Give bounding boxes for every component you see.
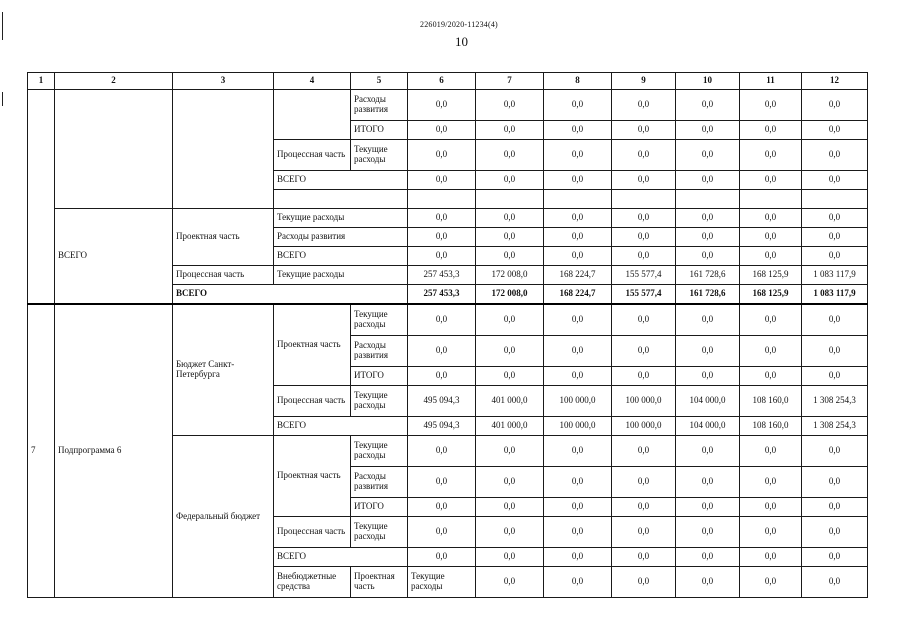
value-cell: 108 160,0 xyxy=(740,417,802,436)
cell: Расходы развития xyxy=(351,467,408,498)
value-cell: 0,0 xyxy=(612,228,676,247)
value-cell: 0,0 xyxy=(408,517,476,548)
value-cell: 401 000,0 xyxy=(476,417,544,436)
value-cell: 0,0 xyxy=(676,498,740,517)
value-cell: 0,0 xyxy=(408,140,476,171)
value-cell: 100 000,0 xyxy=(544,386,612,417)
column-header: 6 xyxy=(408,73,476,90)
value-cell: 0,0 xyxy=(408,209,476,228)
value-cell: 108 160,0 xyxy=(740,386,802,417)
total-value-cell: 168 224,7 xyxy=(544,285,612,305)
cell: Процессная часть xyxy=(173,266,274,285)
value-cell: 0,0 xyxy=(802,436,868,467)
value-cell xyxy=(740,190,802,209)
value-cell: 0,0 xyxy=(612,548,676,567)
funding-source-cell: Бюджет Санкт-Петербурга xyxy=(173,304,274,436)
cell: Процессная часть xyxy=(274,517,351,548)
value-cell: 0,0 xyxy=(740,467,802,498)
value-cell: 0,0 xyxy=(408,336,476,367)
value-cell: 0,0 xyxy=(740,517,802,548)
value-cell: 0,0 xyxy=(740,228,802,247)
value-cell: 0,0 xyxy=(544,171,612,190)
value-cell: 0,0 xyxy=(612,467,676,498)
value-cell: 0,0 xyxy=(802,228,868,247)
column-header: 2 xyxy=(55,73,173,90)
value-cell: 0,0 xyxy=(612,498,676,517)
value-cell xyxy=(408,190,476,209)
value-cell: 0,0 xyxy=(544,367,612,386)
cell: ВСЕГО xyxy=(274,548,408,567)
value-cell: 0,0 xyxy=(408,247,476,266)
cell xyxy=(274,190,408,209)
value-cell: 0,0 xyxy=(544,90,612,121)
cell xyxy=(173,90,274,209)
cell: ВСЕГО xyxy=(274,247,408,266)
row-number-cell xyxy=(28,90,55,305)
value-cell: 0,0 xyxy=(676,228,740,247)
value-cell: 0,0 xyxy=(676,247,740,266)
document-number: 226019/2020-11234(4) xyxy=(420,20,498,29)
value-cell: 0,0 xyxy=(544,304,612,336)
value-cell: 0,0 xyxy=(676,436,740,467)
value-cell: 1 083 117,9 xyxy=(802,266,868,285)
value-cell: 0,0 xyxy=(476,367,544,386)
value-cell: 0,0 xyxy=(740,498,802,517)
value-cell: 0,0 xyxy=(476,171,544,190)
value-cell: 0,0 xyxy=(408,171,476,190)
value-cell: 257 453,3 xyxy=(408,266,476,285)
value-cell: 0,0 xyxy=(476,567,544,598)
value-cell: 100 000,0 xyxy=(612,417,676,436)
value-cell: 0,0 xyxy=(408,121,476,140)
value-cell: 0,0 xyxy=(676,367,740,386)
cell xyxy=(55,90,173,209)
value-cell xyxy=(612,190,676,209)
column-header: 1 xyxy=(28,73,55,90)
cell: ВСЕГО xyxy=(274,171,408,190)
table-header-row xyxy=(28,73,868,90)
value-cell: 0,0 xyxy=(476,209,544,228)
value-cell: 0,0 xyxy=(544,548,612,567)
value-cell: 0,0 xyxy=(740,436,802,467)
cell: ИТОГО xyxy=(351,498,408,517)
value-cell: 0,0 xyxy=(408,498,476,517)
value-cell: 0,0 xyxy=(544,567,612,598)
value-cell: 0,0 xyxy=(802,171,868,190)
cell: Текущие расходы xyxy=(351,436,408,467)
value-cell: 0,0 xyxy=(476,90,544,121)
value-cell: 0,0 xyxy=(612,436,676,467)
page-number: 10 xyxy=(455,34,468,49)
value-cell: 168 224,7 xyxy=(544,266,612,285)
value-cell: 0,0 xyxy=(676,567,740,598)
value-cell: 0,0 xyxy=(740,171,802,190)
value-cell: 0,0 xyxy=(408,436,476,467)
value-cell: 0,0 xyxy=(612,367,676,386)
cell: Текущие расходы xyxy=(274,266,408,285)
value-cell: 0,0 xyxy=(612,121,676,140)
value-cell: 0,0 xyxy=(544,517,612,548)
value-cell: 0,0 xyxy=(802,467,868,498)
total-value-cell: 1 083 117,9 xyxy=(802,285,868,305)
value-cell: 0,0 xyxy=(802,548,868,567)
value-cell: 0,0 xyxy=(676,121,740,140)
value-cell: 0,0 xyxy=(612,90,676,121)
cell: Текущие расходы xyxy=(351,517,408,548)
cell: Проектная часть xyxy=(351,567,408,598)
value-cell: 104 000,0 xyxy=(676,386,740,417)
value-cell: 0,0 xyxy=(676,304,740,336)
value-cell: 0,0 xyxy=(740,209,802,228)
value-cell: 0,0 xyxy=(476,247,544,266)
value-cell: 0,0 xyxy=(676,336,740,367)
value-cell: 0,0 xyxy=(544,121,612,140)
value-cell: 0,0 xyxy=(544,498,612,517)
total-value-cell: 168 125,9 xyxy=(740,285,802,305)
value-cell: 0,0 xyxy=(802,367,868,386)
value-cell: 155 577,4 xyxy=(612,266,676,285)
value-cell: 0,0 xyxy=(676,548,740,567)
column-header: 11 xyxy=(740,73,802,90)
value-cell: 0,0 xyxy=(802,517,868,548)
value-cell: 0,0 xyxy=(612,209,676,228)
value-cell: 495 094,3 xyxy=(408,386,476,417)
value-cell: 0,0 xyxy=(476,140,544,171)
total-label-cell: ВСЕГО xyxy=(173,285,408,305)
value-cell: 0,0 xyxy=(408,367,476,386)
value-cell: 0,0 xyxy=(544,140,612,171)
cell: ВСЕГО xyxy=(55,209,173,305)
value-cell: 168 125,9 xyxy=(740,266,802,285)
value-cell: 0,0 xyxy=(740,548,802,567)
value-cell xyxy=(476,190,544,209)
cell: ИТОГО xyxy=(351,121,408,140)
funding-source-cell: Федеральный бюджет xyxy=(173,436,274,598)
cell: Проектная часть xyxy=(274,436,351,517)
budget-table xyxy=(27,72,868,598)
value-cell: 0,0 xyxy=(476,336,544,367)
value-cell: 0,0 xyxy=(740,140,802,171)
column-header: 8 xyxy=(544,73,612,90)
total-value-cell: 155 577,4 xyxy=(612,285,676,305)
cell xyxy=(274,90,351,140)
table-row xyxy=(28,90,868,121)
total-value-cell: 161 728,6 xyxy=(676,285,740,305)
cell: Текущие расходы xyxy=(408,567,476,598)
value-cell: 0,0 xyxy=(802,567,868,598)
value-cell: 0,0 xyxy=(802,304,868,336)
cell: Текущие расходы xyxy=(274,209,408,228)
value-cell: 0,0 xyxy=(740,567,802,598)
cell: Проектная часть xyxy=(274,304,351,386)
value-cell: 0,0 xyxy=(676,90,740,121)
value-cell xyxy=(544,190,612,209)
cell: Текущие расходы xyxy=(351,386,408,417)
column-header: 7 xyxy=(476,73,544,90)
value-cell: 0,0 xyxy=(612,140,676,171)
value-cell: 0,0 xyxy=(476,467,544,498)
value-cell: 0,0 xyxy=(612,517,676,548)
cell: Расходы развития xyxy=(351,90,408,121)
value-cell: 495 094,3 xyxy=(408,417,476,436)
value-cell: 0,0 xyxy=(676,517,740,548)
value-cell: 0,0 xyxy=(676,467,740,498)
cell: ВСЕГО xyxy=(274,417,408,436)
value-cell: 0,0 xyxy=(612,336,676,367)
total-value-cell: 172 008,0 xyxy=(476,285,544,305)
value-cell: 0,0 xyxy=(612,247,676,266)
value-cell: 0,0 xyxy=(802,121,868,140)
column-header: 9 xyxy=(612,73,676,90)
value-cell: 0,0 xyxy=(740,90,802,121)
value-cell: 0,0 xyxy=(676,171,740,190)
value-cell: 0,0 xyxy=(476,498,544,517)
column-header: 10 xyxy=(676,73,740,90)
value-cell: 161 728,6 xyxy=(676,266,740,285)
value-cell: 1 308 254,3 xyxy=(802,386,868,417)
value-cell: 0,0 xyxy=(408,228,476,247)
column-header: 12 xyxy=(802,73,868,90)
row-number-cell: 7 xyxy=(28,304,55,598)
value-cell: 0,0 xyxy=(802,140,868,171)
cell: Процессная часть xyxy=(274,386,351,417)
value-cell: 0,0 xyxy=(740,247,802,266)
value-cell: 0,0 xyxy=(676,140,740,171)
value-cell: 0,0 xyxy=(476,121,544,140)
value-cell: 0,0 xyxy=(740,336,802,367)
total-value-cell: 257 453,3 xyxy=(408,285,476,305)
column-header: 3 xyxy=(173,73,274,90)
value-cell: 0,0 xyxy=(408,304,476,336)
scan-edge-mark xyxy=(2,12,3,40)
subprogram-name-cell: Подпрограмма 6 xyxy=(55,304,173,598)
value-cell: 0,0 xyxy=(544,209,612,228)
value-cell: 0,0 xyxy=(740,304,802,336)
value-cell: 0,0 xyxy=(476,548,544,567)
value-cell: 401 000,0 xyxy=(476,386,544,417)
value-cell: 0,0 xyxy=(612,567,676,598)
value-cell: 0,0 xyxy=(802,90,868,121)
cell: Процессная часть xyxy=(274,140,351,171)
value-cell: 0,0 xyxy=(408,467,476,498)
column-header: 4 xyxy=(274,73,351,90)
scan-edge-mark xyxy=(2,92,3,106)
cell: Текущие расходы xyxy=(351,140,408,171)
value-cell: 0,0 xyxy=(612,304,676,336)
value-cell: 0,0 xyxy=(740,367,802,386)
value-cell: 0,0 xyxy=(802,336,868,367)
value-cell: 0,0 xyxy=(476,517,544,548)
value-cell: 0,0 xyxy=(802,498,868,517)
value-cell xyxy=(802,190,868,209)
value-cell xyxy=(676,190,740,209)
value-cell: 0,0 xyxy=(544,436,612,467)
value-cell: 0,0 xyxy=(476,436,544,467)
value-cell: 0,0 xyxy=(802,247,868,266)
cell: Расходы развития xyxy=(274,228,408,247)
value-cell: 104 000,0 xyxy=(676,417,740,436)
cell: ИТОГО xyxy=(351,367,408,386)
value-cell: 0,0 xyxy=(676,209,740,228)
value-cell: 0,0 xyxy=(544,228,612,247)
value-cell: 0,0 xyxy=(544,247,612,266)
table-row xyxy=(28,209,868,228)
cell: Текущие расходы xyxy=(351,304,408,336)
value-cell: 0,0 xyxy=(408,90,476,121)
value-cell: 0,0 xyxy=(802,209,868,228)
value-cell: 0,0 xyxy=(476,228,544,247)
value-cell: 1 308 254,3 xyxy=(802,417,868,436)
value-cell: 100 000,0 xyxy=(544,417,612,436)
value-cell: 0,0 xyxy=(544,467,612,498)
cell: Расходы развития xyxy=(351,336,408,367)
value-cell: 0,0 xyxy=(544,336,612,367)
column-header: 5 xyxy=(351,73,408,90)
value-cell: 0,0 xyxy=(408,548,476,567)
table-row xyxy=(28,304,868,336)
funding-source-cell: Внебюджетные средства xyxy=(274,567,351,598)
value-cell: 172 008,0 xyxy=(476,266,544,285)
cell: Проектная часть xyxy=(173,209,274,266)
value-cell: 0,0 xyxy=(740,121,802,140)
value-cell: 100 000,0 xyxy=(612,386,676,417)
value-cell: 0,0 xyxy=(476,304,544,336)
value-cell: 0,0 xyxy=(612,171,676,190)
